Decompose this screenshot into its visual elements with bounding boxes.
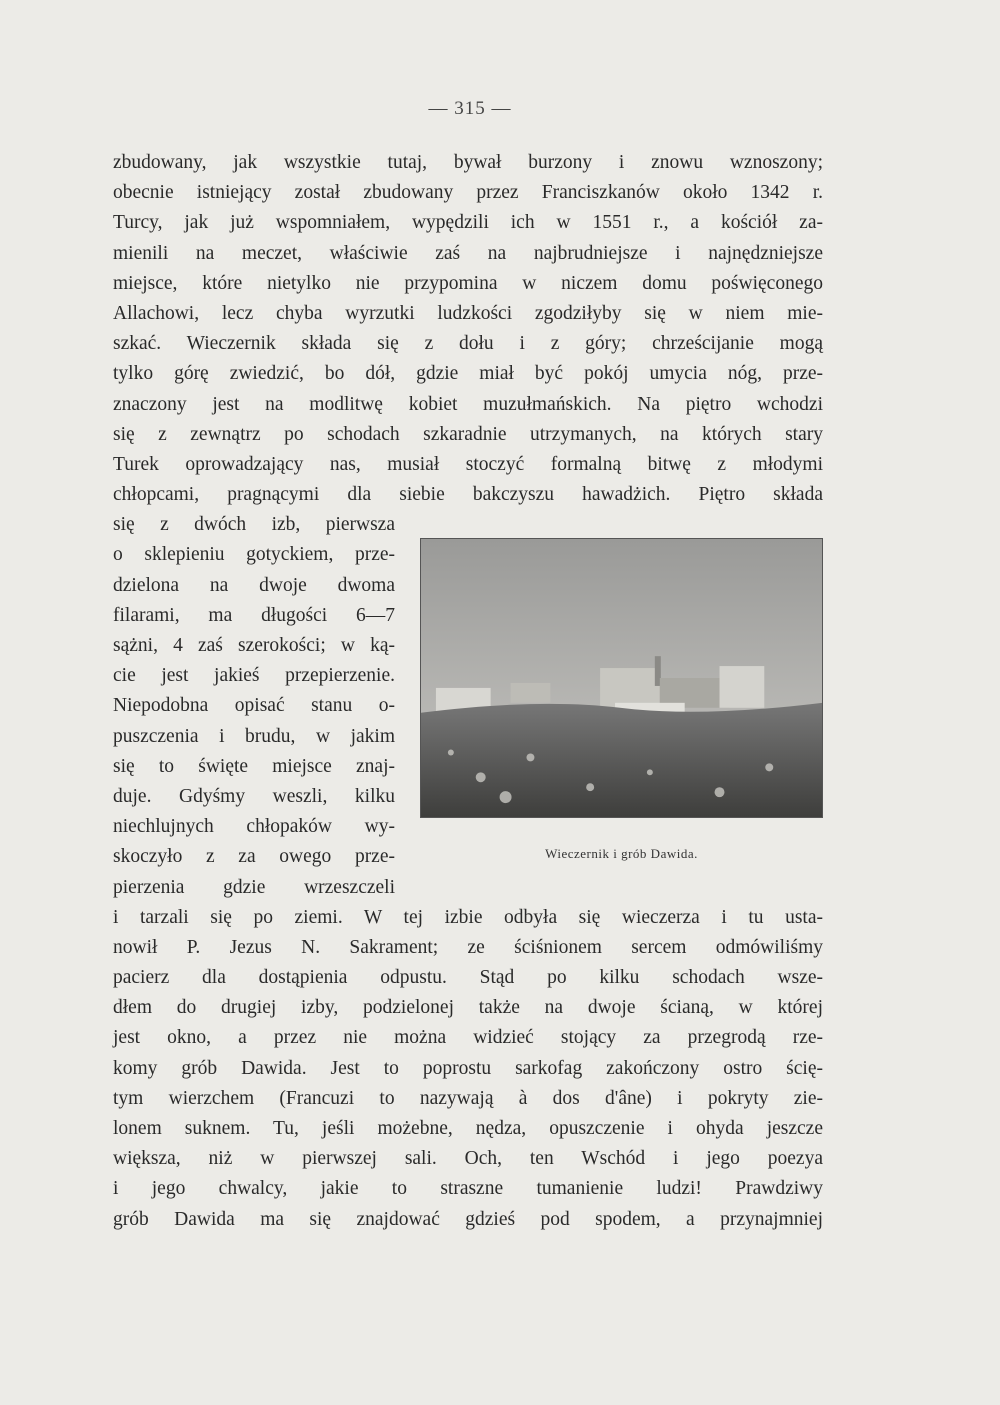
text-line: cie jest jakieś przepierzenie.	[113, 665, 395, 687]
text-line: dłem do drugiej izby, podzielonej także na dwoje ścianą, w której	[113, 997, 823, 1019]
text-line: zbudowany, jak wszystkie tutaj, bywał burzony i znowu wznoszony;	[113, 152, 823, 173]
text-line: o sklepieniu gotyckiem, prze-	[113, 544, 395, 566]
text-line: pacierz dla dostąpienia odpustu. Stąd po kilku schodach wsze-	[113, 967, 823, 989]
text-line: lonem suknem. Tu, jeśli możebne, nędza, opuszczenie i ohyda jeszcze	[113, 1118, 823, 1139]
text-line: Niepodobna opisać stanu o-	[113, 695, 395, 717]
text-line: i tarzali się po ziemi. W tej izbie odbyła się wieczerza i tu usta-	[113, 906, 823, 928]
text-line: grób Dawida ma się znajdować gdzieś pod spodem, a przynajmniej	[113, 1208, 823, 1230]
text-line: jest okno, a przez nie można widzieć stojący za przegrodą rze-	[113, 1027, 823, 1049]
text-line: się z dwóch izb, pierwsza	[113, 514, 395, 536]
text-line: większa, niż w pierwszej sali. Och, ten Wschód i jego poezya	[113, 1148, 823, 1170]
paragraph-bottom	[113, 903, 823, 1235]
text-line: Turcy, jak już wspomniałem, wypędzili ich w 1551 r., a kościół za-	[113, 212, 823, 234]
text-line: duje. Gdyśmy weszli, kilku	[113, 785, 395, 807]
text-line: się to święte miejsce znaj-	[113, 755, 395, 777]
text-line: tylko górę zwiedzić, bo dół, gdzie miał być pokój umycia nóg, prze-	[113, 363, 823, 385]
text-line: obecnie istniejący został zbudowany przez Franciszkanów około 1342 r.	[113, 182, 823, 204]
photograph	[420, 538, 823, 818]
text-line: chłopcami, pragnącymi dla siebie bakczyszu hawadżich. Piętro składa	[113, 484, 823, 506]
text-line: puszczenia i brudu, w jakim	[113, 725, 395, 747]
text-line: pierzenia gdzie wrzeszczeli	[113, 876, 395, 898]
text-line: dzielona na dwoje dwoma	[113, 574, 395, 596]
page-number: — 315 —	[428, 98, 512, 119]
text-line: nowił P. Jezus N. Sakrament; ze ściśnionem sercem odmówiliśmy	[113, 936, 823, 958]
text-line: niechlujnych chłopaków wy-	[113, 816, 395, 838]
text-line: filarami, ma długości 6—7	[113, 604, 395, 626]
text-line: sążni, 4 zaś szerokości; w ką-	[113, 635, 395, 656]
text-line: się z zewnątrz po schodach szkaradnie utrzymanych, na których stary	[113, 423, 823, 445]
text-line: i jego chwalcy, jakie to straszne tumanienie ludzi! Prawdziwy	[113, 1178, 823, 1200]
text-line: mienili na meczet, właściwie zaś na najbrudniejsze i najnędzniejsze	[113, 242, 823, 264]
text-line: skoczyło z za owego prze-	[113, 846, 395, 868]
text-line: szkać. Wieczernik składa się z dołu i z góry; chrześcijanie mogą	[113, 333, 823, 355]
text-line: miejsce, które nietylko nie przypomina w niczem domu poświęconego	[113, 272, 823, 294]
text-line: Allachowi, lecz chyba wyrzutki ludzkości zgodziłyby się w niem mie-	[113, 302, 823, 324]
paragraph-top	[113, 148, 823, 510]
text-line: tym wierzchem (Francuzi to nazywają à dos d'âne) i pokryty zie-	[113, 1087, 823, 1109]
text-line: znaczony jest na modlitwę kobiet muzułmańskich. Na piętro wchodzi	[113, 393, 823, 415]
text-line: Turek oprowadzający nas, musiał stoczyć formalną bitwę z młodymi	[113, 453, 823, 475]
figure-caption: Wieczernik i grób Dawida.	[545, 846, 698, 861]
figure	[420, 538, 823, 862]
text-line: komy grób Dawida. Jest to poprostu sarkofag zakończony ostro ścię-	[113, 1057, 823, 1079]
